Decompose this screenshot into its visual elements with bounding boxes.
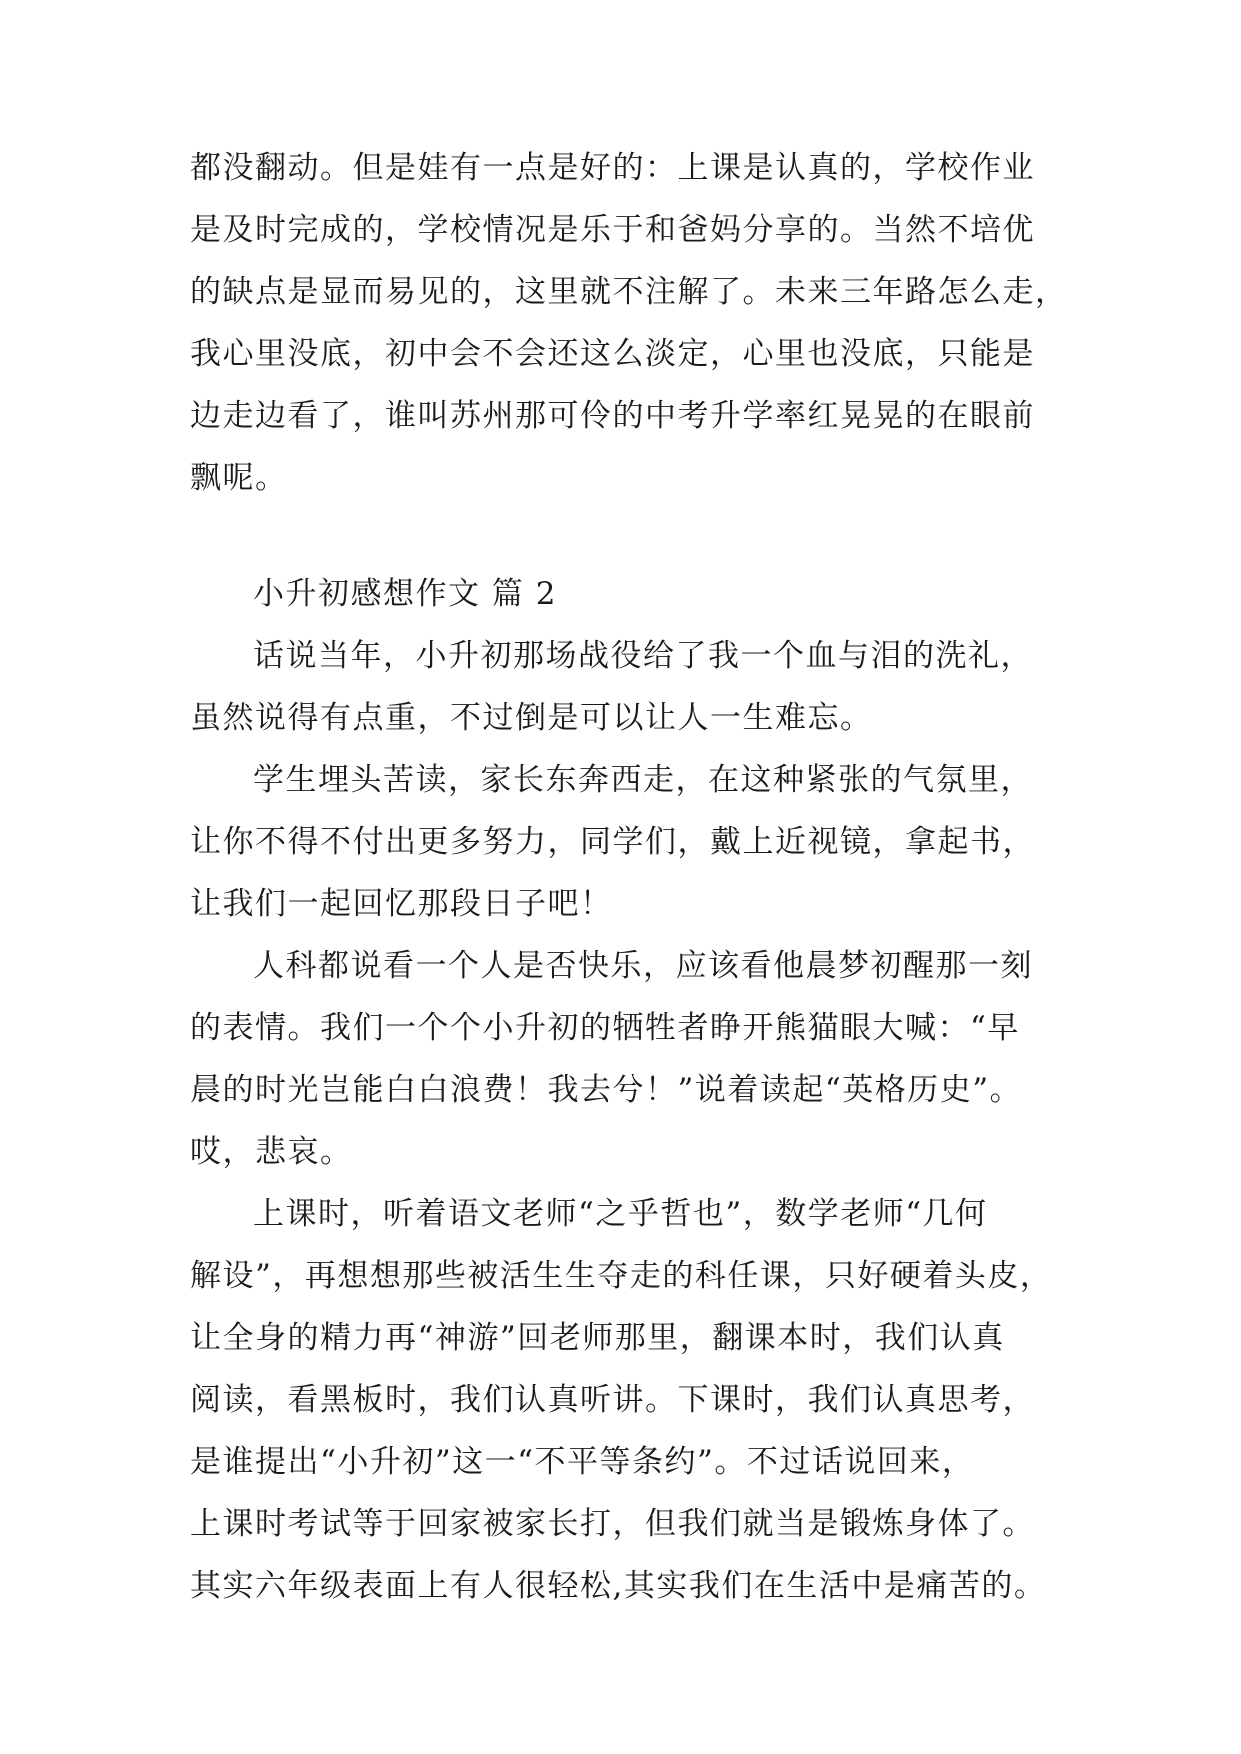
paragraph-line: 让我们一起回忆那段日子吧！	[190, 886, 613, 922]
paragraph-line: 阅读，看黑板时，我们认真听讲。下课时，我们认真思考，	[190, 1382, 1035, 1418]
paragraph-line: 飘呢。	[190, 460, 288, 496]
paragraph-line: 是及时完成的，学校情况是乐于和爸妈分享的。当然不培优	[190, 212, 1035, 248]
paragraph-line: 的表情。我们一个个小升初的牺牲者睁开熊猫眼大喊：“早	[190, 1010, 1020, 1046]
paragraph-line: 的缺点是显而易见的，这里就不注解了。未来三年路怎么走，	[190, 274, 1068, 310]
paragraph-line: 解设”，再想想那些被活生生夺走的科任课，只好硬着头皮，	[190, 1258, 1053, 1294]
paragraph-line: 让全身的精力再“神游”回老师那里，翻课本时，我们认真	[190, 1320, 1005, 1356]
paragraph-line: 都没翻动。但是娃有一点是好的：上课是认真的，学校作业	[190, 150, 1035, 186]
paragraph-line: 话说当年，小升初那场战役给了我一个血与泪的洗礼，	[253, 638, 1033, 674]
paragraph-line: 是谁提出“小升初”这一“不平等条约”。不过话说回来，	[190, 1444, 975, 1480]
section-heading: 小升初感想作文 篇 2	[253, 576, 557, 612]
paragraph-line: 其实六年级表面上有人很轻松,其实我们在生活中是痛苦的。	[190, 1568, 1047, 1604]
paragraph-line: 晨的时光岂能白白浪费！我去兮！”说着读起“英格历史”。	[190, 1072, 1023, 1108]
paragraph-line: 让你不得不付出更多努力，同学们，戴上近视镜，拿起书，	[190, 824, 1035, 860]
paragraph-line: 上课时，听着语文老师“之乎哲也”，数学老师“几何	[253, 1196, 988, 1232]
paragraph-line: 虽然说得有点重，不过倒是可以让人一生难忘。	[190, 700, 873, 736]
paragraph-line: 上课时考试等于回家被家长打，但我们就当是锻炼身体了。	[190, 1506, 1035, 1542]
paragraph-line: 学生埋头苦读，家长东奔西走，在这种紧张的气氛里，	[253, 762, 1033, 798]
paragraph-line: 人科都说看一个人是否快乐，应该看他晨梦初醒那一刻	[253, 948, 1033, 984]
paragraph-line: 我心里没底，初中会不会还这么淡定，心里也没底，只能是	[190, 336, 1035, 372]
paragraph-line: 哎，悲哀。	[190, 1134, 353, 1170]
paragraph-line: 边走边看了，谁叫苏州那可伶的中考升学率红晃晃的在眼前	[190, 398, 1035, 434]
